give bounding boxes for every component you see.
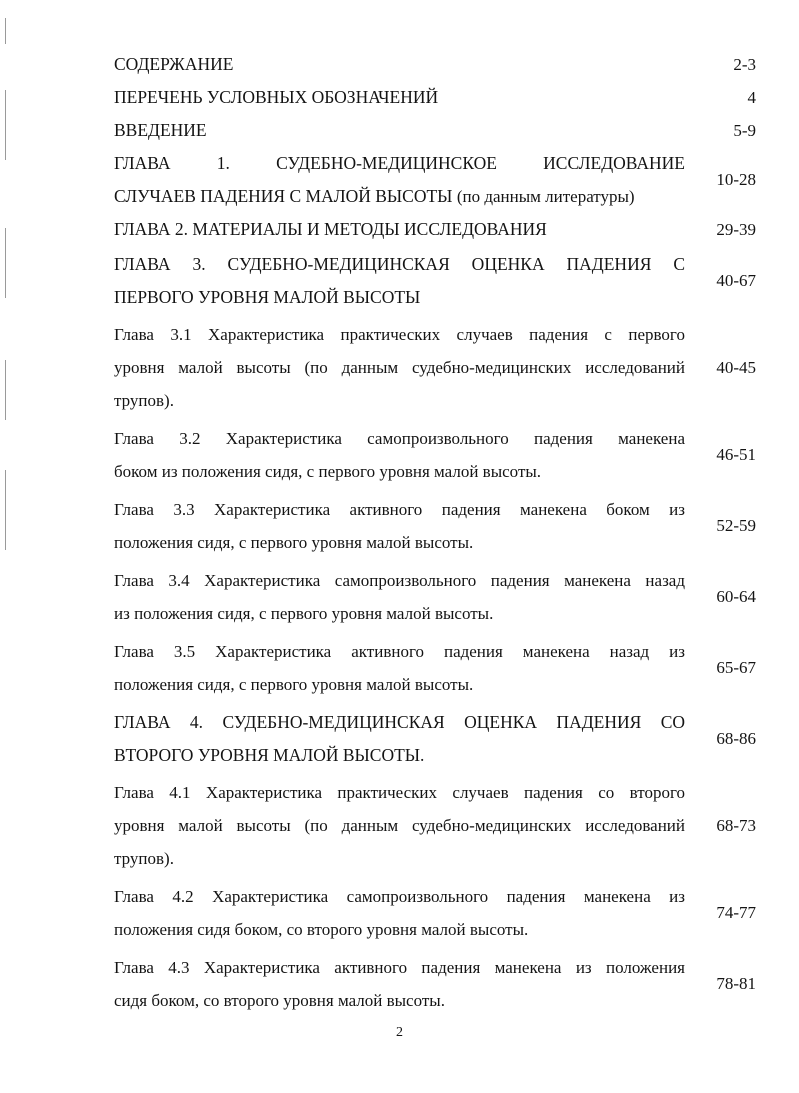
toc-entry-introduction <box>114 114 756 147</box>
toc-line: ГЛАВА 4. СУДЕБНО-МЕДИЦИНСКАЯ ОЦЕНКА ПАДЕНИЯ СО <box>114 712 685 732</box>
toc-entry-chapter-3-1 <box>114 318 756 417</box>
toc-entry-title <box>114 147 685 213</box>
toc-entry-title <box>114 493 685 559</box>
toc-line: трупов). <box>114 849 174 868</box>
toc-line: ПЕРВОГО УРОВНЯ МАЛОЙ ВЫСОТЫ <box>114 287 421 307</box>
toc-entry-contents <box>114 48 756 81</box>
toc-page-range: 40-67 <box>716 271 756 290</box>
toc-entry-title <box>114 635 685 701</box>
toc-page-range: 65-67 <box>716 658 756 677</box>
toc-entry-chapter-2 <box>114 213 756 246</box>
toc-page-range: 29-39 <box>716 220 756 239</box>
toc-line: положения сидя боком, со второго уровня малой высоты. <box>114 920 529 939</box>
toc-page-range: 10-28 <box>716 170 756 189</box>
toc-line: Глава 3.4 Характеристика самопроизвольного падения манекена назад <box>114 571 685 590</box>
toc-line: ВТОРОГО УРОВНЯ МАЛОЙ ВЫСОТЫ. <box>114 745 425 765</box>
scan-margin-mark <box>5 470 6 550</box>
toc-line: Глава 3.1 Характеристика практических случаев падения с первого <box>114 325 685 344</box>
toc-entry-chapter-1 <box>114 147 756 213</box>
toc-line: положения сидя, с первого уровня малой высоты. <box>114 533 474 552</box>
toc-line: ВВЕДЕНИЕ <box>114 120 207 140</box>
toc-line: уровня малой высоты (по данным судебно-медицинских исследований <box>114 358 685 377</box>
toc-entry-chapter-4-3 <box>114 951 756 1017</box>
toc-entry-chapter-3-2 <box>114 422 756 488</box>
toc-entry-chapter-3-4 <box>114 564 756 630</box>
toc-entry-chapter-4 <box>114 706 756 772</box>
toc-line: ПЕРЕЧЕНЬ УСЛОВНЫХ ОБОЗНАЧЕНИЙ <box>114 87 439 107</box>
toc-page-range: 60-64 <box>716 587 756 606</box>
toc-page-range: 74-77 <box>716 903 756 922</box>
toc-entry-title <box>114 213 685 246</box>
toc-line: ГЛАВА 1. СУДЕБНО-МЕДИЦИНСКОЕ ИССЛЕДОВАНИЕ <box>114 153 685 173</box>
toc-line: Глава 4.1 Характеристика практических случаев падения со второго <box>114 783 685 802</box>
toc-line: Глава 4.2 Характеристика самопроизвольного падения манекена из <box>114 887 685 906</box>
toc-page-range: 40-45 <box>716 358 756 377</box>
toc-line: боком из положения сидя, с первого уровня малой высоты. <box>114 462 542 481</box>
toc-entry-title <box>114 422 685 488</box>
toc-page-range: 46-51 <box>716 445 756 464</box>
toc-entry-title <box>114 318 685 417</box>
toc-line: СЛУЧАЕВ ПАДЕНИЯ С МАЛОЙ ВЫСОТЫ <box>114 186 453 206</box>
toc-entry-chapter-4-1 <box>114 776 756 875</box>
toc-entry-abbreviations <box>114 81 756 114</box>
toc-page-range: 52-59 <box>716 516 756 535</box>
toc-entry-chapter-3-3 <box>114 493 756 559</box>
toc-entry-title <box>114 564 685 630</box>
toc-line: Глава 3.3 Характеристика активного падения манекена боком из <box>114 500 685 519</box>
toc-line: трупов). <box>114 391 174 410</box>
toc-entry-title <box>114 951 685 1017</box>
toc-line: уровня малой высоты (по данным судебно-медицинских исследований <box>114 816 685 835</box>
toc-line: Глава 4.3 Характеристика активного падения манекена из положения <box>114 958 685 977</box>
toc-page-range: 78-81 <box>716 974 756 993</box>
toc-entry-title <box>114 880 685 946</box>
toc-line: Глава 3.5 Характеристика активного падения манекена назад из <box>114 642 685 661</box>
toc-entry-title <box>114 81 685 114</box>
toc-entry-chapter-4-2 <box>114 880 756 946</box>
scan-margin-mark <box>5 360 6 420</box>
scan-margin-mark <box>5 228 6 298</box>
toc-line: СОДЕРЖАНИЕ <box>114 54 234 74</box>
toc-line: из положения сидя, с первого уровня малой высоты. <box>114 604 494 623</box>
page-number: 2 <box>396 1025 403 1040</box>
toc-page-range: 5-9 <box>733 121 756 140</box>
toc-entry-title <box>114 114 685 147</box>
toc-line: ГЛАВА 2. МАТЕРИАЛЫ И МЕТОДЫ ИССЛЕДОВАНИЯ <box>114 219 547 239</box>
scan-margin-mark <box>5 90 6 160</box>
toc-entry-title <box>114 248 685 314</box>
toc-entry-title <box>114 776 685 875</box>
toc-page-range: 68-73 <box>716 816 756 835</box>
toc-line: ГЛАВА 3. СУДЕБНО-МЕДИЦИНСКАЯ ОЦЕНКА ПАДЕНИЯ С <box>114 254 685 274</box>
toc-page-range: 4 <box>747 88 756 107</box>
toc-page-range: 2-3 <box>733 55 756 74</box>
toc-entry-title <box>114 706 685 772</box>
toc-page-range: 68-86 <box>716 729 756 748</box>
toc-entry-title <box>114 48 685 81</box>
toc-line: Глава 3.2 Характеристика самопроизвольного падения манекена <box>114 429 685 448</box>
toc-line: положения сидя, с первого уровня малой высоты. <box>114 675 474 694</box>
toc-line: сидя боком, со второго уровня малой высоты. <box>114 991 445 1010</box>
toc-entry-chapter-3 <box>114 248 756 314</box>
toc-line: (по данным литературы) <box>456 187 635 206</box>
toc-entry-chapter-3-5 <box>114 635 756 701</box>
table-of-contents <box>114 48 756 1017</box>
scan-margin-mark <box>5 18 6 44</box>
